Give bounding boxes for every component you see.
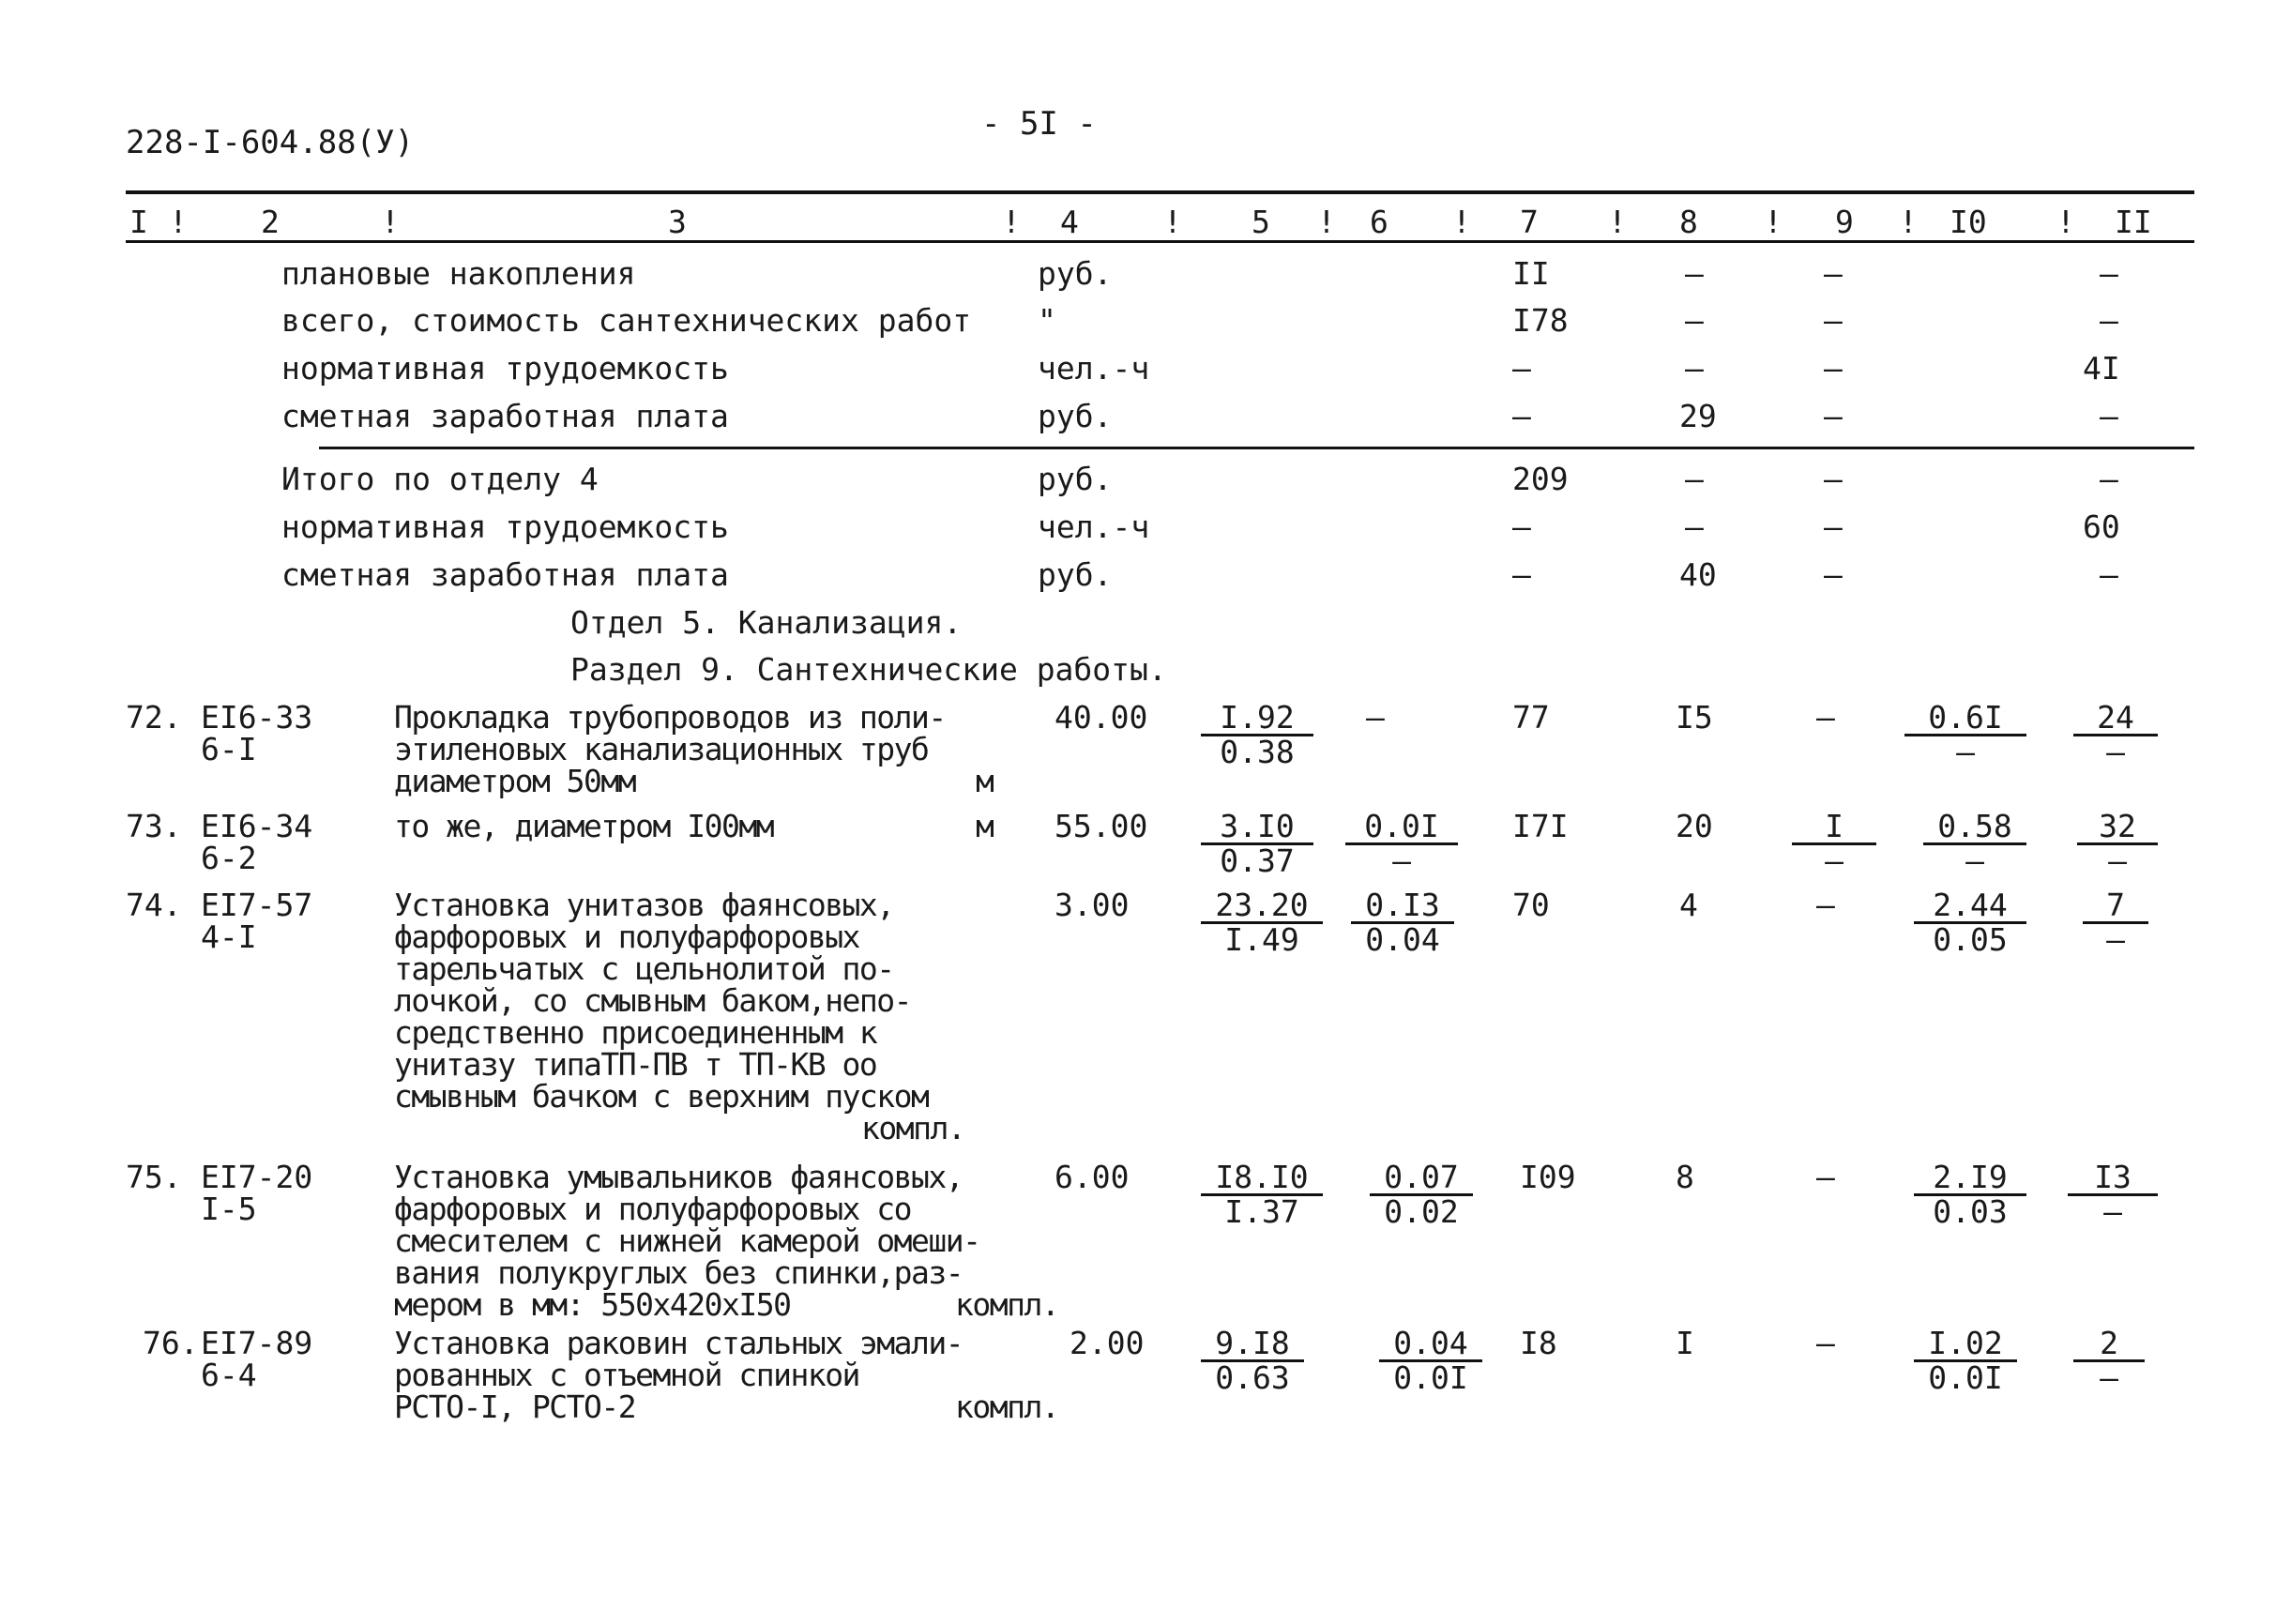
fraction-numerator: 0.04: [1379, 1328, 1482, 1362]
summary-label: Итого по отделу 4: [281, 461, 599, 497]
fraction-denominator: 0.03: [1933, 1193, 2008, 1230]
fraction-denominator: –: [2106, 734, 2125, 770]
summary-col11: –: [2100, 556, 2118, 593]
summary-col11: –: [2100, 302, 2118, 339]
column-number: 9: [1835, 204, 1854, 240]
summary-col8: –: [1685, 461, 1704, 497]
item-number: 76.: [143, 1325, 199, 1361]
item-col8: 8: [1676, 1159, 1694, 1195]
item-col11-fraction: [2077, 808, 2158, 879]
column-separator: !: [1899, 204, 1918, 240]
fraction-denominator: I.49: [1224, 921, 1299, 958]
summary-col11: –: [2100, 461, 2118, 497]
fraction-numerator: 2: [2073, 1328, 2145, 1362]
column-separator: !: [2056, 204, 2075, 240]
item-col11-fraction: [2083, 889, 2148, 956]
fraction-numerator: 0.6I: [1904, 702, 2026, 736]
fraction-numerator: I.92: [1201, 702, 1313, 736]
column-separator: !: [169, 204, 188, 240]
column-number: II: [2115, 204, 2152, 240]
item-col7: 70: [1512, 887, 1550, 923]
summary-label: всего, стоимость сантехнических работ: [281, 302, 972, 339]
item-description-line: фарфоровых и полуфарфоровых со: [394, 1191, 912, 1227]
item-number: 75.: [126, 1159, 182, 1195]
fraction-denominator: –: [2108, 842, 2127, 879]
fraction-denominator: 0.37: [1220, 842, 1295, 879]
summary-col9: –: [1824, 255, 1843, 292]
summary-col9: –: [1824, 461, 1843, 497]
item-col5-fraction: [1201, 699, 1313, 770]
item-description-line: рованных с отъемной спинкой: [394, 1357, 859, 1393]
column-number: 8: [1679, 204, 1698, 240]
item-number: 73.: [126, 808, 182, 844]
item-col5-fraction: [1201, 1325, 1304, 1396]
summary-col9: –: [1824, 350, 1843, 387]
fraction-denominator: 0.05: [1933, 921, 2008, 958]
item-code: EI6-34: [201, 808, 313, 844]
item-code-sub: 4-I: [201, 918, 257, 955]
item-code-sub: 6-I: [201, 731, 257, 767]
item-col5-fraction: [1201, 808, 1313, 879]
fraction-denominator: –: [1392, 842, 1411, 879]
item-number: 74.: [126, 887, 182, 923]
summary-col9: –: [1824, 508, 1843, 545]
item-col11-fraction: [2068, 1161, 2158, 1228]
item-col9-fraction: [1792, 808, 1876, 879]
page-number: - 5I -: [981, 105, 1097, 143]
item-description-line: тарельчатых с цельнолитой по-: [394, 950, 894, 987]
item-description-line: вания полукруглых без спинки,раз-: [394, 1254, 963, 1291]
summary-separator-rule: [319, 447, 2194, 449]
fraction-denominator: –: [1965, 842, 1984, 879]
item-col5-fraction: [1201, 1161, 1323, 1228]
item-unit: компл.: [955, 1286, 1059, 1323]
fraction-denominator: –: [2106, 921, 2125, 958]
fraction-numerator: 24: [2073, 702, 2158, 736]
document-code: 228-I-604.88(У): [126, 124, 415, 161]
column-separator: !: [381, 204, 400, 240]
fraction-numerator: 0.I3: [1351, 889, 1454, 924]
item-description-line: то же, диаметром I00мм: [394, 808, 774, 844]
item-quantity: 40.00: [1054, 699, 1148, 736]
summary-label: нормативная трудоемкость: [281, 350, 729, 387]
item-description-line: унитазу типаТП-ПВ т ТП-КВ оо: [394, 1046, 877, 1083]
summary-col8: –: [1685, 255, 1704, 292]
item-code: EI6-33: [201, 699, 313, 736]
fraction-denominator: 0.04: [1365, 921, 1440, 958]
item-col11-fraction: [2073, 699, 2158, 770]
summary-unit: руб.: [1038, 398, 1113, 434]
summary-col8: –: [1685, 302, 1704, 339]
section-title: Отдел 5. Канализация.: [570, 604, 963, 641]
item-col9: –: [1816, 1159, 1835, 1195]
item-col6-fraction: [1370, 1161, 1473, 1228]
item-col8: I: [1676, 1325, 1694, 1361]
subsection-title: Раздел 9. Сантехнические работы.: [570, 651, 1167, 688]
item-col10-fraction: [1914, 889, 2026, 956]
fraction-denominator: 0.38: [1220, 734, 1295, 770]
item-col10-fraction: [1914, 1161, 2026, 1228]
item-col5-fraction: [1201, 889, 1323, 956]
item-number: 72.: [126, 699, 182, 736]
fraction-numerator: 3.I0: [1201, 811, 1313, 845]
summary-col8: –: [1685, 350, 1704, 387]
column-number: 2: [261, 204, 280, 240]
item-col6-fraction: [1345, 808, 1458, 879]
fraction-numerator: I.02: [1914, 1328, 2017, 1362]
fraction-numerator: I3: [2068, 1161, 2158, 1196]
fraction-denominator: 0.0I: [1928, 1359, 2003, 1396]
item-description-line: мером в мм: 550x420xI50: [394, 1286, 791, 1323]
item-code-sub: 6-4: [201, 1357, 257, 1393]
fraction-numerator: I: [1792, 811, 1876, 845]
fraction-numerator: 7: [2083, 889, 2148, 924]
item-col10-fraction: [1914, 1325, 2017, 1396]
column-separator: !: [1608, 204, 1627, 240]
summary-unit: руб.: [1038, 461, 1113, 497]
summary-label: сметная заработная плата: [281, 398, 729, 434]
item-code-sub: I-5: [201, 1191, 257, 1227]
column-number: 7: [1520, 204, 1539, 240]
item-description-line: средственно присоединенным к: [394, 1014, 877, 1051]
item-col11-fraction: [2073, 1325, 2145, 1396]
fraction-numerator: I8.I0: [1201, 1161, 1323, 1196]
summary-col11: –: [2100, 398, 2118, 434]
summary-col11: –: [2100, 255, 2118, 292]
summary-unit: чел.-ч: [1038, 508, 1150, 545]
item-unit: компл.: [955, 1389, 1059, 1425]
item-unit: компл.: [861, 1110, 965, 1146]
fraction-numerator: 9.I8: [1201, 1328, 1304, 1362]
column-number: 3: [668, 204, 687, 240]
summary-col7: 209: [1512, 461, 1569, 497]
item-unit: м: [976, 763, 994, 799]
item-code-sub: 6-2: [201, 840, 257, 876]
item-quantity: 6.00: [1054, 1159, 1130, 1195]
item-description-line: смесителем с нижней камерой омеши-: [394, 1222, 980, 1259]
item-col8: 4: [1679, 887, 1698, 923]
item-col9: –: [1816, 699, 1835, 736]
item-description-line: Прокладка трубопроводов из поли-: [394, 699, 946, 736]
summary-col8: 29: [1679, 398, 1717, 434]
table-top-rule: [126, 190, 2194, 194]
item-code: EI7-57: [201, 887, 313, 923]
summary-col7: –: [1512, 398, 1531, 434]
column-number: I: [129, 204, 148, 240]
item-description-line: фарфоровых и полуфарфоровых: [394, 918, 859, 955]
column-separator: !: [1163, 204, 1182, 240]
item-col10-fraction: [1923, 808, 2026, 879]
item-code: EI7-20: [201, 1159, 313, 1195]
fraction-denominator: –: [1825, 842, 1843, 879]
item-description-line: этиленовых канализационных труб: [394, 731, 929, 767]
item-col10-fraction: [1904, 699, 2026, 770]
fraction-numerator: 0.58: [1923, 811, 2026, 845]
fraction-numerator: 2.I9: [1914, 1161, 2026, 1196]
item-quantity: 55.00: [1054, 808, 1148, 844]
item-col7: I7I: [1512, 808, 1569, 844]
summary-col9: –: [1824, 398, 1843, 434]
fraction-numerator: 32: [2077, 811, 2158, 845]
item-col8: I5: [1676, 699, 1713, 736]
summary-col9: –: [1824, 302, 1843, 339]
item-quantity: 3.00: [1054, 887, 1130, 923]
summary-unit: руб.: [1038, 255, 1113, 292]
column-number: I0: [1950, 204, 1987, 240]
item-col6-fraction: [1379, 1325, 1482, 1396]
column-separator: !: [1764, 204, 1783, 240]
summary-col7: –: [1512, 508, 1531, 545]
column-separator: !: [1002, 204, 1021, 240]
summary-col8: 40: [1679, 556, 1717, 593]
item-description-line: Установка раковин стальных эмали-: [394, 1325, 963, 1361]
item-description-line: лочкой, со смывным баком,непо-: [394, 982, 912, 1019]
column-separator: !: [1452, 204, 1471, 240]
item-col7: I09: [1520, 1159, 1576, 1195]
summary-label: сметная заработная плата: [281, 556, 729, 593]
item-col8: 20: [1676, 808, 1713, 844]
item-col7: 77: [1512, 699, 1550, 736]
column-number: 4: [1060, 204, 1079, 240]
summary-col7: II: [1512, 255, 1550, 292]
item-description-line: Установка унитазов фаянсовых,: [394, 887, 894, 923]
summary-unit: руб.: [1038, 556, 1113, 593]
item-description-line: РСТО-I, РСТО-2: [394, 1389, 636, 1425]
header-bottom-rule: [126, 240, 2194, 243]
summary-unit: чел.-ч: [1038, 350, 1150, 387]
fraction-numerator: 0.07: [1370, 1161, 1473, 1196]
summary-col7: I78: [1512, 302, 1569, 339]
summary-col9: –: [1824, 556, 1843, 593]
fraction-denominator: I.37: [1224, 1193, 1299, 1230]
summary-col7: –: [1512, 556, 1531, 593]
item-description-line: смывным бачком с верхним пуском: [394, 1078, 929, 1115]
summary-label: плановые накопления: [281, 255, 636, 292]
summary-col11: 60: [2083, 508, 2120, 545]
summary-unit: ": [1038, 302, 1056, 339]
item-description-line: Установка умывальников фаянсовых,: [394, 1159, 963, 1195]
item-code: EI7-89: [201, 1325, 313, 1361]
item-col6-fraction: [1351, 889, 1454, 956]
item-col9: –: [1816, 887, 1835, 923]
item-unit: м: [976, 808, 994, 844]
item-col6: –: [1366, 699, 1385, 736]
fraction-denominator: 0.63: [1215, 1359, 1290, 1396]
summary-label: нормативная трудоемкость: [281, 508, 729, 545]
item-quantity: 2.00: [1070, 1325, 1145, 1361]
column-separator: !: [1317, 204, 1336, 240]
summary-col8: –: [1685, 508, 1704, 545]
item-col7: I8: [1520, 1325, 1557, 1361]
column-number: 5: [1252, 204, 1270, 240]
fraction-denominator: 0.0I: [1393, 1359, 1468, 1396]
summary-col11: 4I: [2083, 350, 2120, 387]
column-number: 6: [1370, 204, 1388, 240]
item-description-line: диаметром 50мм: [394, 763, 636, 799]
fraction-denominator: –: [2103, 1193, 2122, 1230]
fraction-denominator: –: [1956, 734, 1975, 770]
fraction-numerator: 0.0I: [1345, 811, 1458, 845]
summary-col7: –: [1512, 350, 1531, 387]
fraction-denominator: 0.02: [1384, 1193, 1459, 1230]
fraction-denominator: –: [2100, 1359, 2118, 1396]
fraction-numerator: 2.44: [1914, 889, 2026, 924]
fraction-numerator: 23.20: [1201, 889, 1323, 924]
item-col9: –: [1816, 1325, 1835, 1361]
